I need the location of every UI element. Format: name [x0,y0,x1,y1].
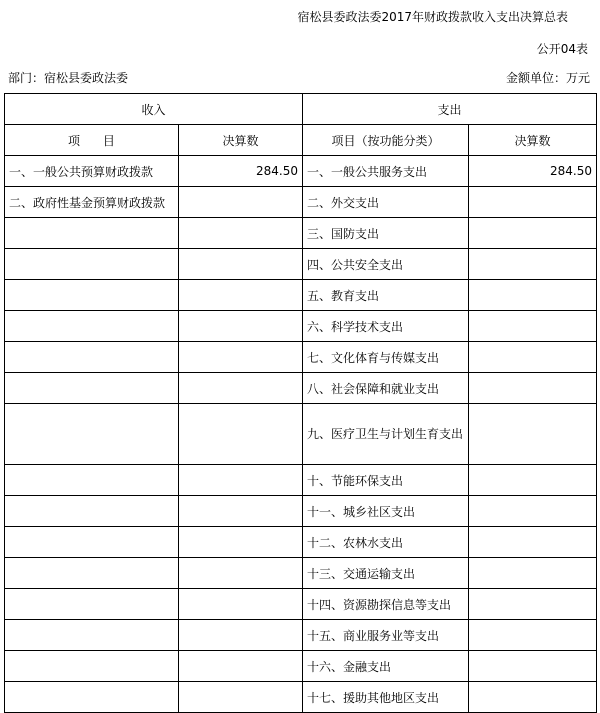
income-amount-cell: 284.50 [179,156,303,187]
income-amount-cell [179,682,303,713]
expense-amount-cell [469,342,597,373]
expense-amount-cell [469,527,597,558]
unit-label: 金额单位：万元 [505,71,590,85]
income-amount-cell [179,373,303,404]
expense-item-cell: 二、外交支出 [303,187,469,218]
expense-amount-cell [469,218,597,249]
expense-item-cell: 十六、金融支出 [303,651,469,682]
table-row [5,373,597,404]
col-income-amount: 决算数 [179,125,303,156]
expense-amount-cell [469,496,597,527]
income-header: 收入 [5,94,303,125]
section-header-row [5,94,597,125]
income-item-cell [5,558,179,589]
expense-item-cell: 三、国防支出 [303,218,469,249]
income-amount-cell [179,651,303,682]
expense-amount-cell [469,280,597,311]
income-amount-cell [179,404,303,465]
department-label: 部门：宿松县委政法委 [8,71,129,85]
table-row [5,404,597,465]
expense-item-cell: 九、医疗卫生与计划生育支出 [303,404,469,465]
expense-amount-cell [469,682,597,713]
expense-amount-cell [469,620,597,651]
income-item-cell [5,218,179,249]
income-amount-cell [179,249,303,280]
table-row [5,249,597,280]
income-item-cell [5,280,179,311]
table-row [5,589,597,620]
income-item-cell [5,404,179,465]
expense-amount-cell [469,558,597,589]
table-row [5,342,597,373]
expense-item-cell: 一、一般公共服务支出 [303,156,469,187]
income-expense-table [4,93,597,713]
income-amount-cell [179,620,303,651]
income-amount-cell [179,280,303,311]
expense-item-cell: 七、文化体育与传媒支出 [303,342,469,373]
income-item-cell [5,249,179,280]
expense-item-cell: 五、教育支出 [303,280,469,311]
table-row [5,620,597,651]
income-amount-cell [179,558,303,589]
income-item-cell: 一、一般公共预算财政拨款 [5,156,179,187]
table-row [5,558,597,589]
expense-item-cell: 十四、资源勘探信息等支出 [303,589,469,620]
income-item-cell [5,527,179,558]
income-item-cell [5,496,179,527]
income-item-cell [5,651,179,682]
expense-item-cell: 八、社会保障和就业支出 [303,373,469,404]
expense-amount-cell [469,373,597,404]
expense-item-cell: 十五、商业服务业等支出 [303,620,469,651]
col-expense-item: 项目（按功能分类） [303,125,469,156]
income-amount-cell [179,311,303,342]
income-amount-cell [179,465,303,496]
table-row [5,496,597,527]
col-income-item: 项 目 [5,125,179,156]
income-item-cell [5,311,179,342]
expense-amount-cell [469,651,597,682]
income-item-cell [5,465,179,496]
income-amount-cell [179,527,303,558]
expense-item-cell: 四、公共安全支出 [303,249,469,280]
expense-amount-cell [469,589,597,620]
income-amount-cell [179,187,303,218]
column-header-row [5,125,597,156]
expense-item-cell: 十一、城乡社区支出 [303,496,469,527]
expense-item-cell: 十七、援助其他地区支出 [303,682,469,713]
table-row [5,651,597,682]
expense-amount-cell: 284.50 [469,156,597,187]
table-row [5,682,597,713]
income-item-cell [5,342,179,373]
table-row [5,218,597,249]
table-row [5,527,597,558]
expense-amount-cell [469,311,597,342]
income-amount-cell [179,342,303,373]
expense-item-cell: 六、科学技术支出 [303,311,469,342]
income-amount-cell [179,218,303,249]
expense-item-cell: 十三、交通运输支出 [303,558,469,589]
table-row [5,280,597,311]
income-amount-cell [179,589,303,620]
table-row [5,187,597,218]
income-item-cell: 二、政府性基金预算财政拨款 [5,187,179,218]
table-row [5,465,597,496]
col-expense-amount: 决算数 [469,125,597,156]
expense-amount-cell [469,465,597,496]
income-item-cell [5,620,179,651]
income-item-cell [5,373,179,404]
expense-amount-cell [469,404,597,465]
report-code: 公开04表 [536,42,588,56]
income-amount-cell [179,496,303,527]
expense-amount-cell [469,249,597,280]
table-row [5,156,597,187]
expense-header: 支出 [303,94,597,125]
table-row [5,311,597,342]
income-item-cell [5,682,179,713]
expense-item-cell: 十二、农林水支出 [303,527,469,558]
expense-amount-cell [469,187,597,218]
report-title: 宿松县委政法委2017年财政拨款收入支出决算总表 [297,10,568,24]
income-item-cell [5,589,179,620]
expense-item-cell: 十、节能环保支出 [303,465,469,496]
